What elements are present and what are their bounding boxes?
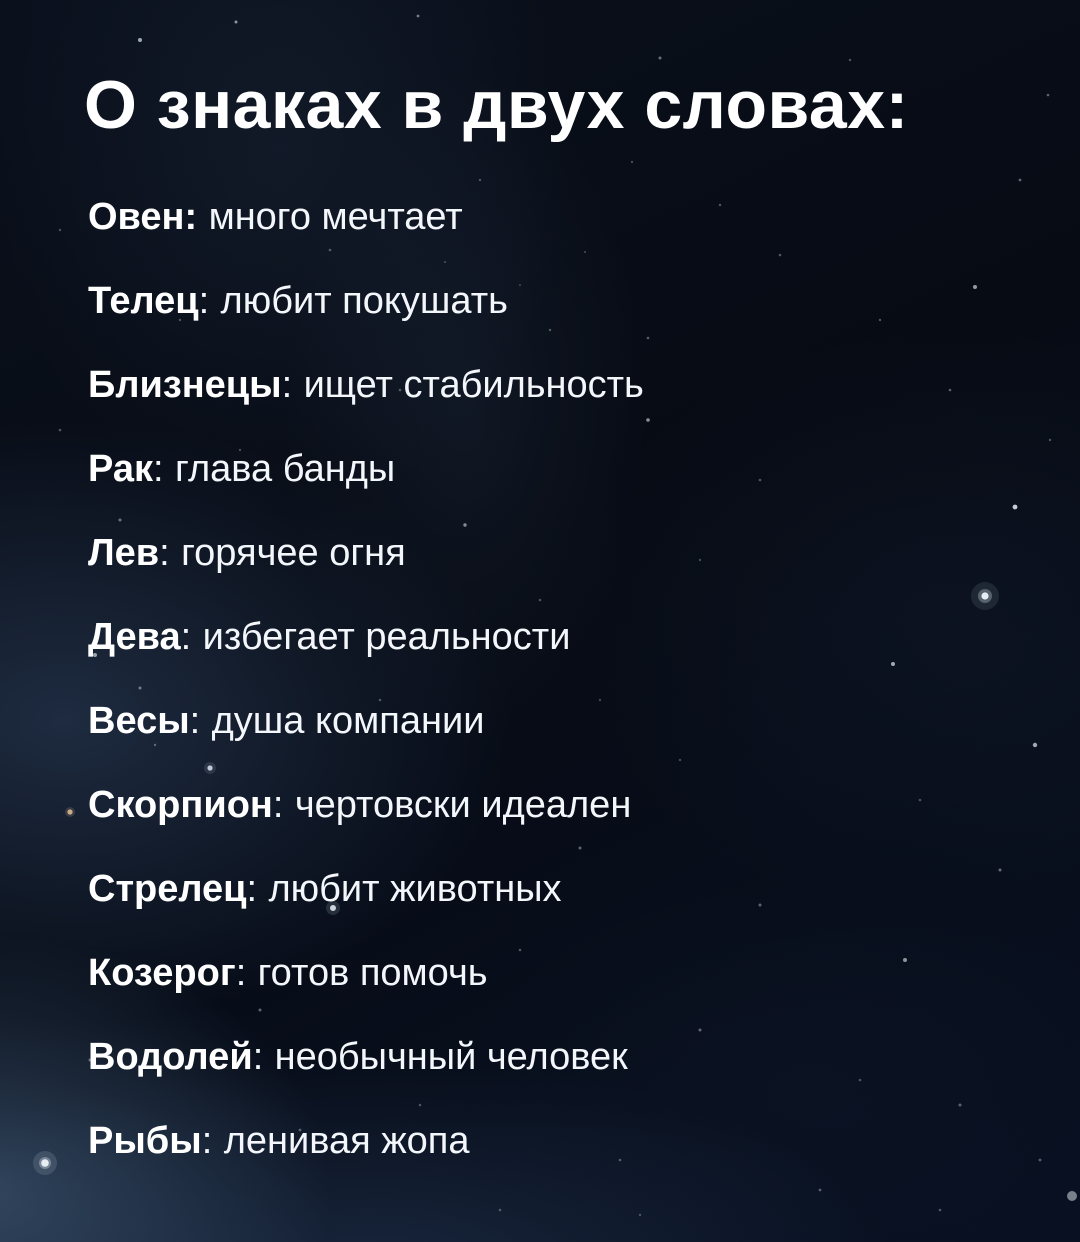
- zodiac-item-cancer: [88, 450, 1040, 488]
- sign-name: Скорпион: [88, 784, 273, 826]
- sign-colon: :: [272, 784, 284, 826]
- sign-name: Овен:: [88, 196, 198, 238]
- sign-name: Дева: [88, 616, 181, 658]
- zodiac-item-scorpio: [88, 786, 1040, 824]
- sign-description: ленивая жопа: [223, 1120, 470, 1162]
- sign-description: любит животных: [268, 868, 562, 910]
- sign-colon: :: [235, 952, 247, 994]
- sign-name: Козерог: [88, 952, 236, 994]
- sign-colon: :: [252, 1036, 264, 1078]
- sign-colon: :: [201, 1120, 213, 1162]
- zodiac-item-libra: [88, 702, 1040, 740]
- sign-description: избегает реальности: [202, 616, 571, 658]
- sign-description: душа компании: [211, 700, 485, 742]
- sign-colon: :: [246, 868, 258, 910]
- sign-colon: :: [159, 532, 170, 574]
- zodiac-item-leo: [88, 534, 1040, 572]
- sign-name: Стрелец: [88, 868, 247, 910]
- sign-description: любит покушать: [220, 280, 508, 322]
- sign-name: Близнецы: [88, 364, 282, 406]
- sign-description: горячее огня: [181, 532, 406, 574]
- sign-name: Рыбы: [88, 1120, 202, 1162]
- zodiac-item-aries: [88, 198, 1040, 236]
- sign-name: Весы: [88, 700, 190, 742]
- sign-colon: :: [189, 700, 201, 742]
- zodiac-item-sagittarius: [88, 870, 1040, 908]
- sign-description: готов помочь: [257, 952, 488, 994]
- sign-description: глава банды: [174, 448, 396, 490]
- sign-name: Телец: [88, 280, 199, 322]
- zodiac-list: [88, 198, 1040, 1160]
- sign-description: необычный человек: [274, 1036, 628, 1078]
- sign-colon: :: [180, 616, 192, 658]
- sign-name: Рак: [88, 448, 153, 490]
- zodiac-item-capricorn: [88, 954, 1040, 992]
- zodiac-item-gemini: [88, 366, 1040, 404]
- poster-title: О знаках в двух словах:: [84, 67, 909, 143]
- zodiac-item-pisces: [88, 1122, 1040, 1160]
- sign-description: ищет стабильность: [303, 364, 644, 406]
- sign-colon: :: [153, 448, 164, 490]
- sign-name: Лев: [88, 532, 160, 574]
- zodiac-item-virgo: [88, 618, 1040, 656]
- sign-description: много мечтает: [208, 196, 463, 238]
- sign-description: чертовски идеален: [294, 784, 632, 826]
- sign-colon: :: [281, 364, 293, 406]
- zodiac-item-taurus: [88, 282, 1040, 320]
- sign-colon: :: [198, 280, 210, 322]
- zodiac-item-aquarius: [88, 1038, 1040, 1076]
- sign-name: Водолей: [88, 1036, 253, 1078]
